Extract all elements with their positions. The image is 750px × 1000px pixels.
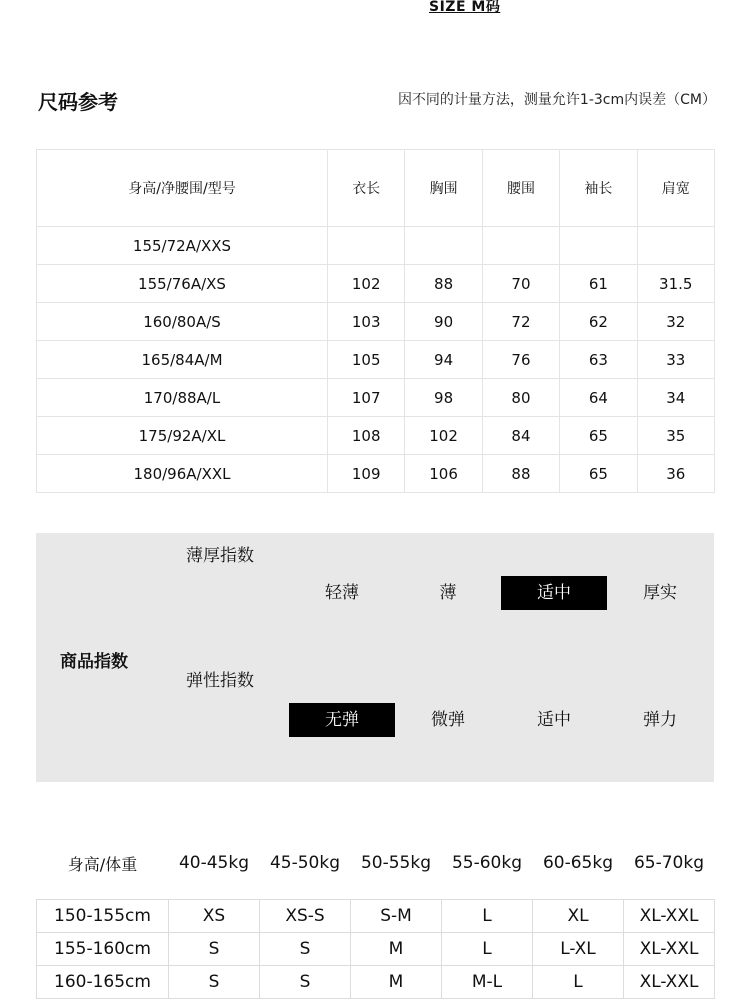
table-cell [560,227,637,265]
table-cell: XS-S [260,900,351,933]
table-cell: L [533,966,624,999]
table-cell: 102 [405,417,482,455]
thickness-option: 薄 [439,583,457,603]
table-cell: 98 [405,379,482,417]
table-cell: 180/96A/XXL [37,455,328,493]
table-cell: 88 [405,265,482,303]
hw-table-header [37,827,715,900]
table-cell: 33 [637,341,714,379]
table-cell: 175/92A/XL [37,417,328,455]
table-cell: 36 [637,455,714,493]
table-row [37,933,715,966]
table-cell: 106 [405,455,482,493]
table-cell: 62 [560,303,637,341]
table-cell: M [351,966,442,999]
elasticity-index-title: 弹性指数 [186,671,254,691]
header-cell: 胸围 [405,150,482,227]
header-cell: 55-60kg [451,853,523,873]
table-cell: 170/88A/L [37,379,328,417]
table-row [37,265,715,303]
table-cell: 80 [482,379,559,417]
table-row [37,455,715,493]
product-index-label: 商品指数 [60,652,128,672]
table-cell: L [442,933,533,966]
table-cell: S [260,966,351,999]
table-cell: 64 [560,379,637,417]
table-cell: XL-XXL [624,900,715,933]
table-cell: XL [533,900,624,933]
table-cell: 88 [482,455,559,493]
table-cell: 160-165cm [37,966,169,999]
table-cell: 103 [328,303,405,341]
header-cell: 身高/净腰围/型号 [37,150,328,227]
table-row [37,341,715,379]
table-cell [637,227,714,265]
table-cell: 105 [328,341,405,379]
table-cell: S [169,966,260,999]
table-cell: M [351,933,442,966]
table-cell: 155/76A/XS [37,265,328,303]
thickness-index-title: 薄厚指数 [186,546,254,566]
table-cell: 34 [637,379,714,417]
table-row [37,303,715,341]
header-cell: 身高/体重 [67,854,138,874]
table-cell [405,227,482,265]
thickness-option: 轻薄 [325,583,359,603]
table-cell: 76 [482,341,559,379]
table-cell: 160/80A/S [37,303,328,341]
elasticity-option: 弹力 [643,710,677,730]
table-cell: S [169,933,260,966]
header-cell: 60-65kg [542,853,614,873]
table-cell: 31.5 [637,265,714,303]
measurement-note: 因不同的计量方法，测量允许1-3cm内误差（CM） [397,92,716,108]
header-cell: 肩宽 [637,150,714,227]
size-table-header [37,150,715,227]
table-cell [328,227,405,265]
table-row [37,417,715,455]
size-reference-table [36,149,715,493]
table-row [37,227,715,265]
table-cell: 155-160cm [37,933,169,966]
table-cell: 65 [560,455,637,493]
table-cell: 61 [560,265,637,303]
table-cell: 35 [637,417,714,455]
table-cell: 102 [328,265,405,303]
header-cell: 衣长 [328,150,405,227]
table-cell: 94 [405,341,482,379]
elasticity-option: 适中 [537,710,571,730]
elasticity-option: 微弹 [431,710,465,730]
elasticity-option-selected: 无弹 [289,703,395,737]
table-cell: 72 [482,303,559,341]
table-row [37,966,715,999]
table-cell: L-XL [533,933,624,966]
table-cell: 165/84A/M [37,341,328,379]
header-cell: 腰围 [482,150,559,227]
table-cell: 70 [482,265,559,303]
table-cell: S [260,933,351,966]
table-cell: 63 [560,341,637,379]
table-cell: 109 [328,455,405,493]
table-cell: 150-155cm [37,900,169,933]
table-cell: XL-XXL [624,933,715,966]
table-cell: XS [169,900,260,933]
table-cell: M-L [442,966,533,999]
header-cell: 40-45kg [178,853,250,873]
table-cell: 107 [328,379,405,417]
table-cell: 108 [328,417,405,455]
table-row [37,900,715,933]
thickness-option-selected: 适中 [501,576,607,610]
header-cell: 袖长 [560,150,637,227]
table-row [37,379,715,417]
table-cell: 155/72A/XXS [37,227,328,265]
table-cell: 32 [637,303,714,341]
table-cell: XL-XXL [624,966,715,999]
table-cell: 65 [560,417,637,455]
table-cell [482,227,559,265]
table-cell: S-M [351,900,442,933]
header-cell: 65-70kg [633,853,705,873]
product-index-panel [36,533,714,782]
header-cell: 45-50kg [269,853,341,873]
table-cell: 90 [405,303,482,341]
size-caption: SIZE M码 [429,0,501,15]
table-cell: L [442,900,533,933]
section-title: 尺码参考 [38,90,118,114]
header-cell: 50-55kg [360,853,432,873]
table-cell: 84 [482,417,559,455]
height-weight-table [36,827,715,999]
thickness-option: 厚实 [643,583,677,603]
